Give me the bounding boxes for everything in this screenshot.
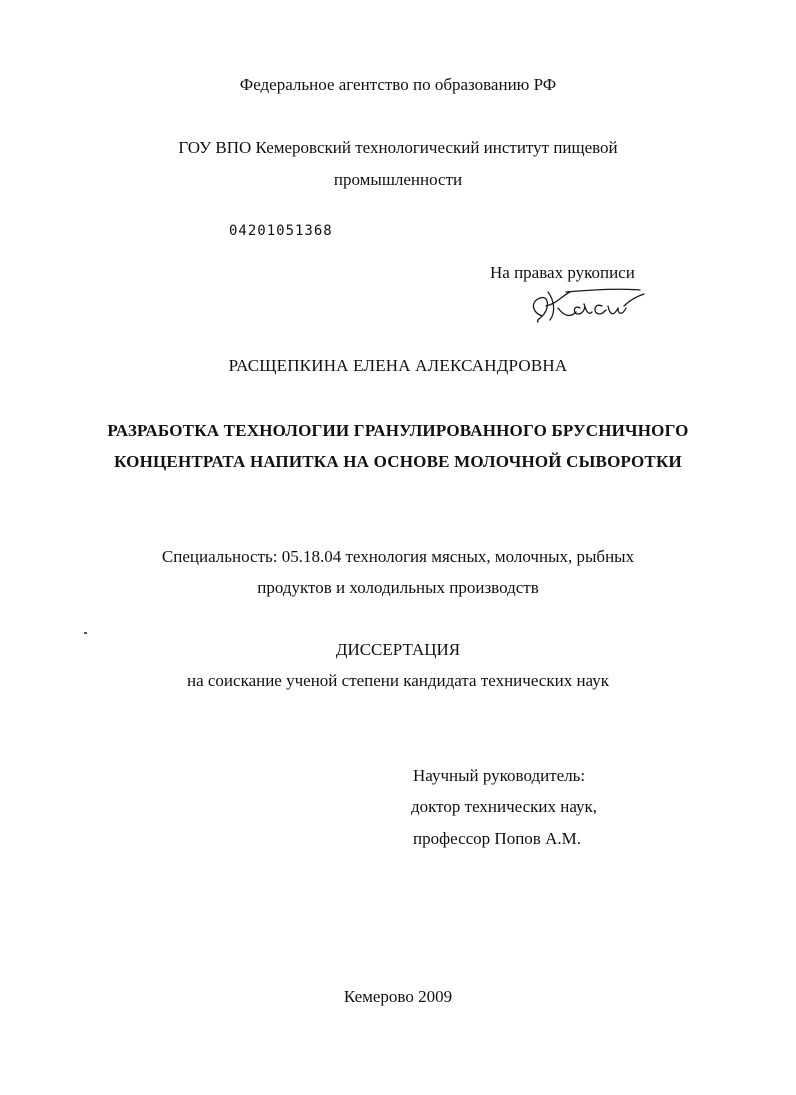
author-name: РАСЩЕПКИНА ЕЛЕНА АЛЕКСАНДРОВНА	[228, 356, 568, 375]
specialty-line-1: Специальность: 05.18.04 технология мясных, молочных, рыбных	[161, 547, 635, 566]
handwritten-signature	[528, 286, 646, 326]
institute-line-1: ГОУ ВПО Кемеровский технологический институт пищевой	[178, 138, 618, 157]
supervisor-label: Научный руководитель:	[413, 766, 586, 785]
institute-line-2: промышленности	[333, 170, 463, 189]
catalog-number: 04201051368	[229, 223, 333, 239]
supervisor-name: профессор Попов А.М.	[413, 829, 581, 848]
agency-line: Федеральное агентство по образованию РФ	[239, 75, 557, 94]
scan-speck	[84, 632, 87, 634]
title-line-2: КОНЦЕНТРАТА НАПИТКА НА ОСНОВЕ МОЛОЧНОЙ СЫВОРОТКИ	[114, 452, 682, 471]
city-year: Кемерово 2009	[343, 987, 453, 1006]
manuscript-note: На правах рукописи	[490, 263, 635, 282]
work-type: ДИССЕРТАЦИЯ	[335, 640, 461, 659]
degree-line: на соискание ученой степени кандидата технических наук	[186, 671, 609, 690]
title-line-1: РАЗРАБОТКА ТЕХНОЛОГИИ ГРАНУЛИРОВАННОГО БРУСНИЧНОГО	[107, 421, 689, 440]
supervisor-degree: доктор технических наук,	[411, 797, 598, 816]
specialty-line-2: продуктов и холодильных производств	[257, 578, 539, 597]
